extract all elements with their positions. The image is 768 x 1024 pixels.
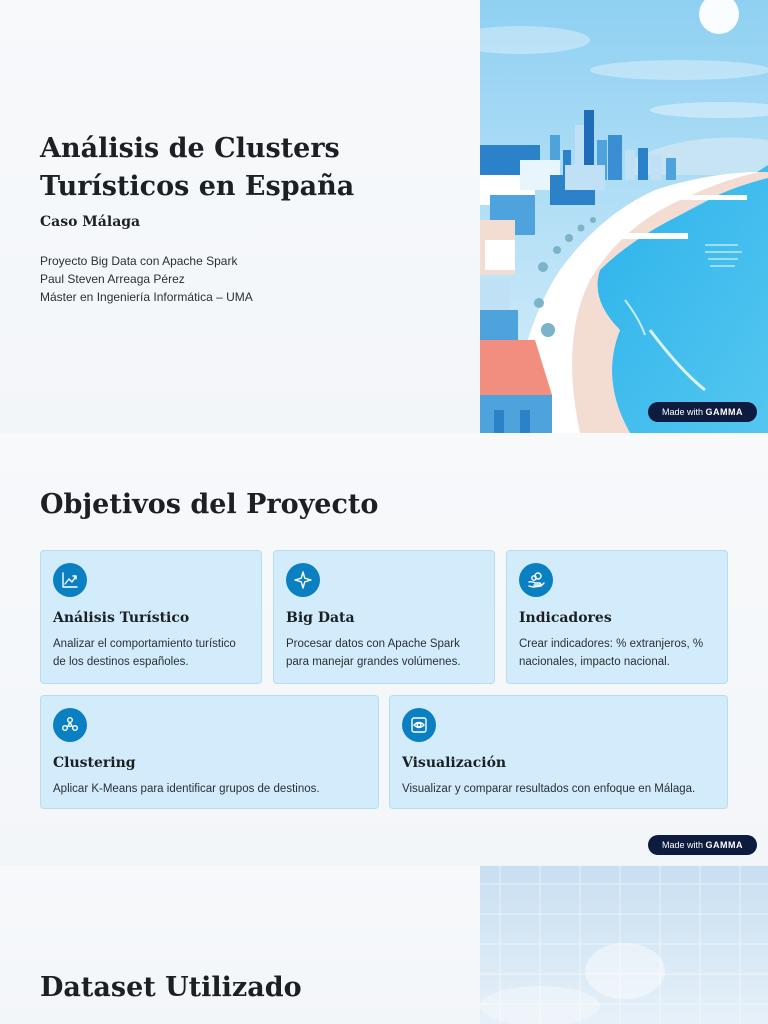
- objective-card-clustering: [40, 695, 379, 809]
- section-title-objectives: Objetivos del Proyecto: [40, 489, 379, 520]
- made-with-gamma-badge[interactable]: [648, 835, 757, 855]
- card-title: Visualización: [402, 755, 507, 771]
- title-line-2: Turísticos en España: [40, 171, 355, 202]
- cluster-nodes-icon: [53, 708, 87, 742]
- card-desc: Procesar datos con Apache Spark para manejar grandes volúmenes.: [286, 638, 461, 668]
- card-desc: Analizar el comportamiento turístico de los destinos españoles.: [53, 638, 236, 668]
- subtitle: Caso Málaga: [40, 214, 141, 230]
- card-desc: Aplicar K-Means para identificar grupos de destinos.: [53, 783, 320, 795]
- badge-brand: GAMMA: [705, 840, 744, 850]
- slide-title: [0, 0, 768, 433]
- slide-objectives: [0, 433, 768, 866]
- card-title: Clustering: [53, 755, 136, 771]
- title-block: [40, 130, 460, 306]
- coastal-city-illustration: [480, 0, 768, 433]
- card-title: Indicadores: [519, 610, 612, 626]
- objective-card-analisis: [40, 550, 262, 684]
- objective-card-indicadores: [506, 550, 728, 684]
- hand-coins-icon: [519, 563, 553, 597]
- slide-dataset: [0, 866, 768, 1024]
- sparkle-icon: [286, 563, 320, 597]
- card-title: Big Data: [286, 610, 355, 626]
- badge-brand: GAMMA: [705, 407, 744, 417]
- meta-program: Máster en Ingeniería Informática – UMA: [40, 290, 253, 304]
- objective-card-visualizacion: [389, 695, 728, 809]
- data-grid-illustration: [480, 866, 768, 1024]
- objective-card-bigdata: [273, 550, 495, 684]
- meta-project: Proyecto Big Data con Apache Spark: [40, 254, 238, 268]
- badge-prefix: Made with: [661, 840, 703, 850]
- meta-info: [40, 252, 460, 306]
- eye-chart-icon: [402, 708, 436, 742]
- made-with-gamma-badge[interactable]: [648, 402, 757, 422]
- chart-trend-icon: [53, 563, 87, 597]
- card-title: Análisis Turístico: [53, 610, 190, 626]
- badge-prefix: Made with: [661, 407, 703, 417]
- title-line-1: Análisis de Clusters: [40, 133, 340, 164]
- meta-author: Paul Steven Arreaga Pérez: [40, 272, 185, 286]
- card-desc: Visualizar y comparar resultados con enfoque en Málaga.: [402, 783, 696, 795]
- card-desc: Crear indicadores: % extranjeros, % nacionales, impacto nacional.: [519, 638, 704, 668]
- page-title: [40, 130, 460, 206]
- section-title-dataset: Dataset Utilizado: [40, 972, 302, 1003]
